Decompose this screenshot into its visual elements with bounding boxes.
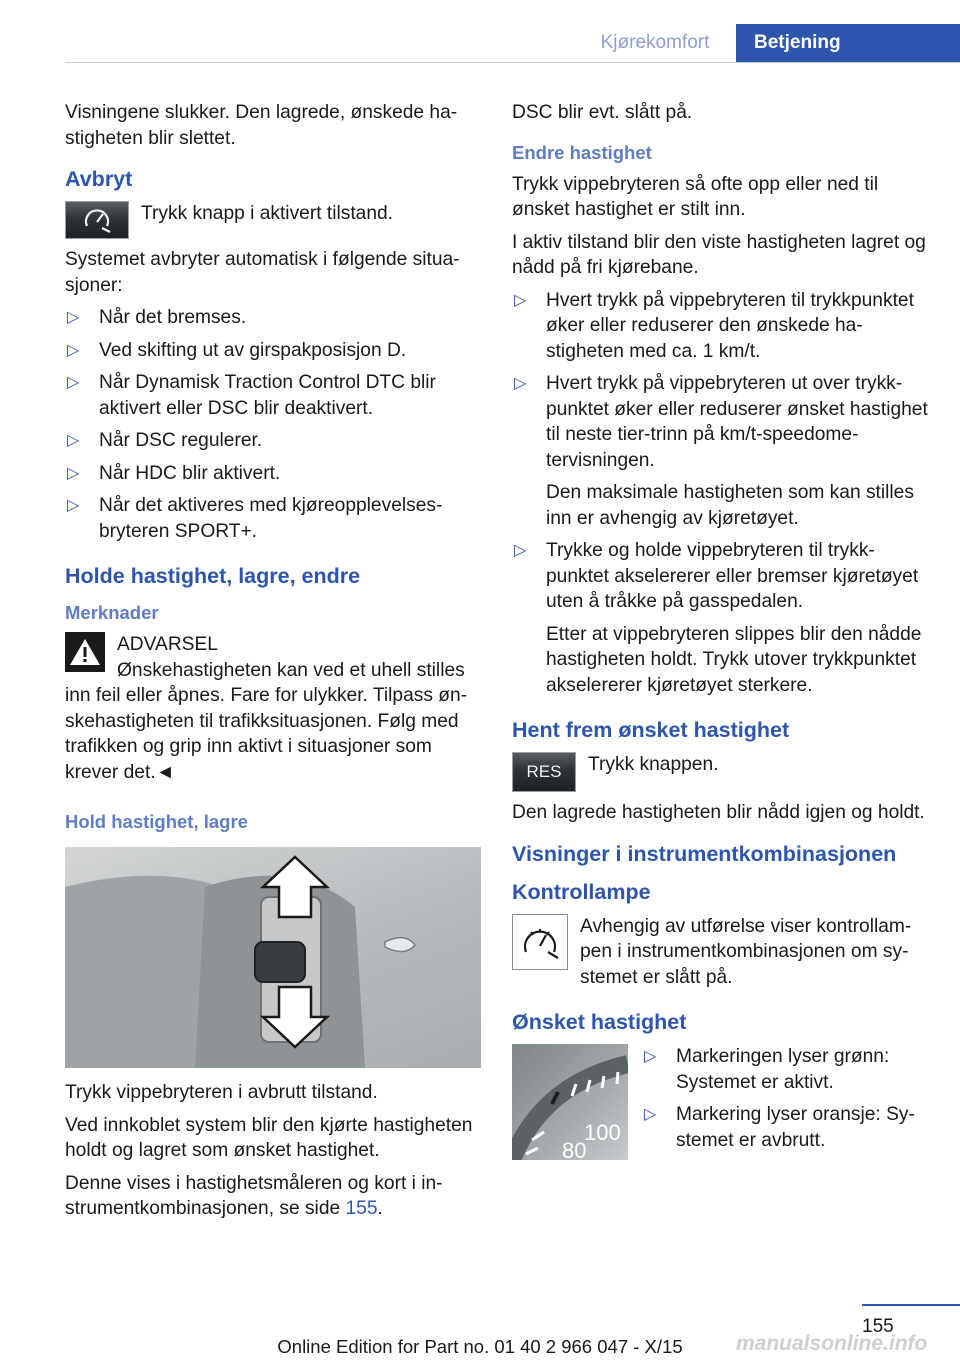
gauge-label-80: 80 <box>562 1138 587 1160</box>
page-number: 155 <box>862 1316 894 1337</box>
auto-cancel-paragraph: Systemet avbryter automatisk i følgende situasjoner: <box>65 249 460 296</box>
triangle-bullet-icon: ▷ <box>514 291 527 309</box>
warning-block <box>65 632 481 785</box>
endre-list <box>512 288 930 699</box>
list-item: ▷ Når det bremses. <box>65 305 481 331</box>
kontrollampe-block <box>512 914 930 991</box>
triangle-bullet-icon: ▷ <box>67 497 80 514</box>
list-item: ▷ Når HDC blir aktivert. <box>65 461 481 487</box>
footer-rule <box>862 1304 960 1306</box>
caption-paragraph-3: Denne vises i hastighetsmåleren og kort i instrumentkombinasjonen, se side 155. <box>65 1172 443 1219</box>
warning-triangle-icon <box>65 632 105 672</box>
triangle-bullet-icon: ▷ <box>644 1048 657 1065</box>
triangle-bullet-icon: ▷ <box>644 1106 657 1123</box>
watermark: manualsonline.info <box>736 1332 928 1355</box>
header-chapter-tab[interactable]: Betjening <box>736 24 960 62</box>
header-section-tab[interactable]: Kjørekomfort <box>575 24 735 62</box>
triangle-bullet-icon: ▷ <box>67 464 80 482</box>
onsket-heading: Ønsket hastighet <box>512 1010 687 1034</box>
list-item: ▷ Markering lyser oransje: Systemet er avbrutt. <box>644 1104 915 1151</box>
speedometer-image <box>512 1044 628 1160</box>
list-item: ▷ Når Dynamisk Traction Control DTC blir aktivert eller DSC blir deaktivert. <box>67 372 436 419</box>
onsket-list <box>642 1044 930 1160</box>
endre-paragraph-2: I aktiv tilstand blir den viste hastigheten lagret og nådd på fri kjørebane. <box>512 231 926 278</box>
avbryt-text: Trykk knapp i aktivert tilstand. <box>141 203 394 224</box>
cruise-control-indicator-icon <box>512 914 568 970</box>
visninger-heading: Visninger i instrumentkombinasjonen <box>512 841 897 866</box>
list-item: ▷ Hvert trykk på vippebryteren til trykkpunktet øker eller reduserer den ønskede hastigheten med ca. 1 km/t. <box>514 289 914 362</box>
triangle-bullet-icon: ▷ <box>67 309 80 326</box>
merknader-heading: Merknader <box>65 602 159 623</box>
footer-edition: Online Edition for Part no. 01 40 2 966 047 - X/15 <box>277 1336 683 1357</box>
cancel-cruise-button-icon <box>65 201 129 239</box>
caption-paragraph-2: Ved innkoblet system blir den kjørte hastigheten holdt og lagret som ønsket hastighet. <box>65 1114 473 1161</box>
triangle-bullet-icon: ▷ <box>514 542 527 559</box>
caption-paragraph-1: Trykk vippebryteren i avbrutt tilstand. <box>65 1082 378 1103</box>
right-column <box>512 100 930 1168</box>
triangle-bullet-icon: ▷ <box>67 341 80 359</box>
hent-text: Trykk knappen. <box>588 754 719 775</box>
avbryt-heading: Avbryt <box>65 167 133 191</box>
list-item: ▷ Markeringen lyser grønn: Systemet er aktivt. <box>644 1046 890 1093</box>
triangle-bullet-icon: ▷ <box>67 432 80 449</box>
avbryt-instruction <box>65 201 481 239</box>
header-rule <box>65 62 960 63</box>
hent-instruction <box>512 752 930 792</box>
list-item: ▷ Ved skifting ut av girspakposisjon D. <box>65 338 481 364</box>
list-item: ▷ Når DSC regulerer. <box>65 428 481 454</box>
dsc-paragraph: DSC blir evt. slått på. <box>512 102 693 123</box>
hent-paragraph: Den lagrede hastigheten blir nådd igjen og holdt. <box>512 802 925 823</box>
triangle-bullet-icon: ▷ <box>67 374 80 391</box>
warning-text: Ønskehastigheten kan ved et uhell stilles inn feil eller åpnes. Fare for ulykker. Tilpass ønskehastigheten til trafikksituasjonen. Følg med trafikken og grip inn aktivt i situasjoner som krever det.◄ <box>65 659 468 783</box>
endre-paragraph-1: Trykk vippebryteren så ofte opp eller ned til ønsket hastighet er stilt inn. <box>512 173 879 220</box>
res-button-icon: RES <box>512 752 576 792</box>
list-item: ▷ Trykke og holde vippebryteren til trykkpunktet akselererer eller bremser kjøretøyet uten å tråkke på gasspedalen. Etter at vippebryteren slippes blir den nådde hastigheten holdt. Trykk utover trykkpunktet akselererer kjøretøyet sterkere. <box>514 540 922 696</box>
page-reference-link[interactable]: 155 <box>345 1198 378 1219</box>
kontrollampe-text: Avhengig av utførelse viser kontrollampen i instrumentkombinasjonen om systemet er slått på. <box>580 915 912 988</box>
list-item: ▷ Når det aktiveres med kjøreopplevelsesbryteren SPORT+. <box>67 495 443 542</box>
intro-paragraph: Visningene slukker. Den lagrede, ønskede hastigheten blir slettet. <box>65 102 458 149</box>
steering-wheel-rocker-image <box>65 847 481 1068</box>
hold-lagre-heading: Hold hastighet, lagre <box>65 811 248 832</box>
left-column <box>65 100 481 1229</box>
triangle-bullet-icon: ▷ <box>514 375 527 392</box>
gauge-label-100: 100 <box>584 1120 621 1145</box>
holde-heading: Holde hastighet, lagre, endre <box>65 564 361 588</box>
kontrollampe-heading: Kontrollampe <box>512 879 651 904</box>
endre-heading: Endre hastighet <box>512 141 652 163</box>
warning-title: ADVARSEL <box>117 634 218 655</box>
onsket-block <box>512 1044 930 1168</box>
hent-heading: Hent frem ønsket hastighet <box>512 718 790 742</box>
auto-cancel-list <box>65 305 481 544</box>
list-item: ▷ Hvert trykk på vippebryteren ut over trykkpunktet øker eller reduserer ønsket hastighet til neste tier-trinn på km/t-speedometervisningen. Den maksimale hastigheten som kan stilles inn er avhengig av kjøretøyet. <box>514 373 928 529</box>
